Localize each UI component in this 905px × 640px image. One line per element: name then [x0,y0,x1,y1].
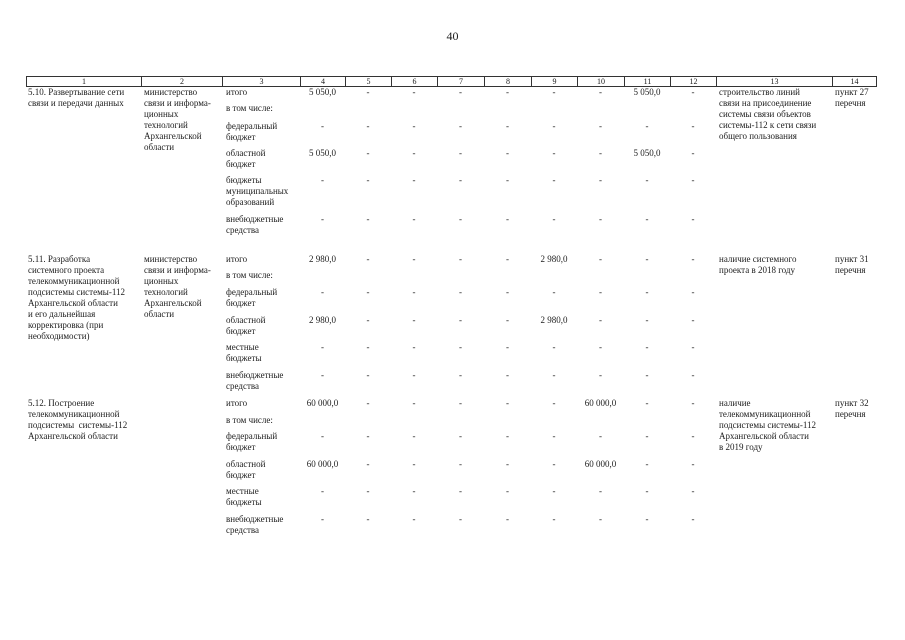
activity-line: корректировка (при [28,320,104,330]
funding-source-line: областной [226,459,266,469]
amount-cell: - [459,315,462,325]
executor-line: Архангельской [144,131,202,141]
table-row [0,486,905,507]
result-line: телекоммуникационной [719,409,811,419]
amount-cell: - [506,148,509,158]
reference-line: пункт 31 [835,254,869,264]
page-number: 40 [446,29,459,43]
amount-cell: - [599,431,602,441]
funding-source-cell [226,415,273,426]
result-cell [719,87,816,142]
amount-cell: - [552,121,556,131]
amount-cell: - [321,342,324,352]
amount-cell: 5 050,0 [633,87,661,97]
amount-cell: - [599,121,602,131]
amount-cell: - [599,254,602,264]
amount-cell: - [552,398,556,408]
activity-line: системного проекта [28,265,105,275]
amount-cell: 2 980,0 [540,254,568,264]
executor-line: области [144,309,175,319]
amount-cell: - [459,214,462,224]
amount-cell: - [645,287,649,297]
amount-cell: - [691,398,695,408]
amount-cell: - [691,214,695,224]
amount-cell: - [366,370,370,380]
amount-cell: - [366,214,370,224]
amount-cell: - [506,459,509,469]
activity-line: Архангельской области [28,431,118,441]
funding-source-cell [226,287,277,309]
executor-line: ционных [144,276,179,286]
amount-cell: 5 050,0 [633,148,661,158]
result-line: системы связи объектов [719,109,811,119]
amount-cell: - [321,486,324,496]
result-line: системы-112 к сети связи [719,120,817,130]
amount-cell: - [459,254,462,264]
table-row [0,148,905,169]
activity-line: телекоммуникационной [28,409,120,419]
amount-cell: - [599,87,602,97]
funding-source-line: внебюджетные [226,370,284,380]
header-cell: 13 [716,77,832,86]
amount-cell: - [599,370,602,380]
amount-cell: - [645,370,649,380]
amount-cell: - [459,121,462,131]
amount-cell: 2 980,0 [309,315,336,325]
amount-cell: - [506,370,509,380]
amount-cell: - [645,121,649,131]
funding-source-line: бюджет [226,132,256,142]
header-cell: 9 [531,77,577,86]
activity-line: необходимости) [28,331,90,341]
amount-cell: - [552,342,556,352]
amount-cell: - [552,514,556,524]
funding-source-line: местные [226,342,259,352]
amount-cell: - [366,315,370,325]
header-cell: 6 [391,77,437,86]
amount-cell: - [691,175,695,185]
funding-source-cell [226,121,277,143]
table-row [0,514,905,535]
amount-cell: - [552,459,556,469]
funding-source-cell [226,342,262,364]
header-cell: 5 [345,77,391,86]
amount-cell: - [412,254,416,264]
amount-cell: - [599,148,602,158]
amount-cell: - [645,486,649,496]
activity-line: телекоммуникационной [28,276,120,286]
funding-source-line: бюджет [226,298,256,308]
amount-cell: - [366,398,370,408]
reference-line: пункт 27 [835,87,869,97]
header-cell: 12 [670,77,716,86]
amount-cell: - [506,121,509,131]
amount-cell: - [506,315,509,325]
amount-cell: - [412,459,416,469]
funding-source-line: местные [226,486,259,496]
result-line: строительство линий [719,87,800,97]
funding-source-line: в том числе: [226,415,273,425]
amount-cell: - [691,87,695,97]
amount-cell: - [552,148,556,158]
executor-line: области [144,142,175,152]
amount-cell: - [412,486,416,496]
amount-cell: - [412,431,416,441]
result-line: наличие системного [719,254,797,264]
amount-cell: - [645,459,649,469]
activity-line: 5.12. Построение [28,398,95,408]
amount-cell: - [506,214,509,224]
executor-line: связи и информа- [144,98,211,108]
funding-source-line: областной [226,148,266,158]
amount-cell: - [506,287,509,297]
amount-cell: - [506,342,509,352]
funding-source-line: областной [226,315,266,325]
funding-source-line: средства [226,381,260,391]
executor-line: ционных [144,109,179,119]
funding-source-line: бюджет [226,442,256,452]
amount-cell: - [506,254,509,264]
amount-cell: - [691,254,695,264]
funding-source-line: в том числе: [226,103,273,113]
amount-cell: - [412,315,416,325]
amount-cell: - [412,342,416,352]
amount-cell: - [691,342,695,352]
header-cell: 11 [624,77,670,86]
amount-cell: - [459,342,462,352]
amount-cell: - [506,431,509,441]
amount-cell: - [412,121,416,131]
amount-cell: - [459,514,462,524]
reference-line: перечня [835,98,866,108]
amount-cell: 60 000,0 [306,459,339,469]
amount-cell: - [366,486,370,496]
amount-cell: 60 000,0 [584,398,617,408]
funding-source-line: бюджет [226,326,256,336]
amount-cell: - [691,431,695,441]
reference-line: перечня [835,265,866,275]
activity-line: 5.11. Разработка [28,254,91,264]
amount-cell: - [552,214,556,224]
amount-cell: - [599,514,602,524]
header-cell: 10 [577,77,624,86]
result-line: связи на присоединение [719,98,812,108]
funding-source-cell [226,214,283,236]
amount-cell: - [459,175,462,185]
table-section [0,398,905,543]
amount-cell: - [552,87,556,97]
amount-cell: - [645,175,649,185]
reference-line: перечня [835,409,866,419]
header-cell: 8 [484,77,531,86]
amount-cell: - [599,486,602,496]
result-cell [719,254,797,276]
amount-cell: - [552,370,556,380]
funding-source-line: итого [226,87,248,97]
amount-cell: - [321,514,324,524]
funding-source-cell [226,486,262,508]
funding-source-line: бюджеты [226,353,262,363]
funding-source-line: в том числе: [226,270,273,280]
amount-cell: - [459,287,462,297]
reference-line: пункт 32 [835,398,869,408]
amount-cell: - [321,214,324,224]
funding-source-line: средства [226,525,260,535]
result-cell [719,398,816,453]
funding-source-cell [226,370,283,392]
funding-source-cell [226,175,288,208]
funding-source-line: бюджет [226,159,256,169]
amount-cell: - [645,431,649,441]
funding-source-cell [226,514,283,536]
amount-cell: - [412,87,416,97]
funding-source-line: бюджеты [226,175,262,185]
amount-cell: - [366,514,370,524]
amount-cell: 60 000,0 [306,398,339,408]
table-header [26,76,877,87]
amount-cell: - [412,214,416,224]
amount-cell: - [645,315,649,325]
amount-cell: - [691,486,695,496]
amount-cell: - [366,459,370,469]
funding-source-cell [226,254,247,265]
amount-cell: - [366,175,370,185]
funding-source-line: итого [226,254,248,264]
amount-cell: - [552,486,556,496]
result-line: наличие [719,398,751,408]
amount-cell: 5 050,0 [309,148,336,158]
header-cell: 4 [300,77,345,86]
amount-cell: - [321,370,324,380]
funding-source-cell [226,398,247,409]
amount-cell: - [321,175,324,185]
funding-source-line: образований [226,197,275,207]
funding-source-line: бюджет [226,470,256,480]
amount-cell: - [321,287,324,297]
table-row [0,214,905,235]
amount-cell: - [366,121,370,131]
amount-cell: - [506,87,509,97]
amount-cell: - [645,514,649,524]
executor-line: министерство [144,254,198,264]
result-line: общего пользования [719,131,797,141]
funding-source-line: федеральный [226,431,278,441]
amount-cell: - [691,121,695,131]
result-line: проекта в 2018 году [719,265,795,275]
funding-source-cell [226,459,265,481]
amount-cell: - [645,214,649,224]
activity-line: Архангельской области [28,298,118,308]
amount-cell: - [366,342,370,352]
amount-cell: - [412,287,416,297]
amount-cell: - [645,398,649,408]
amount-cell: - [506,514,509,524]
executor-line: Архангельской [144,298,202,308]
amount-cell: - [412,175,416,185]
executor-line: министерство [144,87,198,97]
table-section [0,87,905,235]
amount-cell: - [552,175,556,185]
activity-line: 5.10. Развертывание сети [28,87,125,97]
executor-line: связи и информа- [144,265,211,275]
result-line: Архангельской области [719,431,809,441]
activity-line: подсистемы системы-112 [28,420,128,430]
funding-source-cell [226,431,277,453]
amount-cell: - [366,254,370,264]
amount-cell: - [366,148,370,158]
result-line: в 2019 году [719,442,763,452]
funding-source-line: внебюджетные [226,514,284,524]
amount-cell: - [506,175,509,185]
table-row [0,370,905,391]
funding-source-line: итого [226,398,248,408]
activity-line: подсистемы системы-112 [28,287,126,297]
funding-source-cell [226,148,265,170]
amount-cell: - [321,121,324,131]
activity-cell [28,254,125,342]
amount-cell: - [412,514,416,524]
funding-source-line: внебюджетные [226,214,284,224]
amount-cell: - [459,486,462,496]
amount-cell: - [691,370,695,380]
executor-line: технологий [144,287,188,297]
amount-cell: - [459,87,462,97]
reference-cell [835,87,869,109]
amount-cell: 2 980,0 [540,315,568,325]
funding-source-cell [226,87,247,98]
amount-cell: 2 980,0 [309,254,336,264]
amount-cell: - [599,342,602,352]
header-cell: 2 [141,77,222,86]
funding-source-line: муниципальных [226,186,289,196]
activity-line: связи и передачи данных [28,98,124,108]
amount-cell: - [459,398,462,408]
amount-cell: - [552,431,556,441]
amount-cell: - [691,148,695,158]
header-cell: 3 [222,77,300,86]
table-row [0,342,905,363]
amount-cell: - [691,514,695,524]
amount-cell: 60 000,0 [584,459,617,469]
amount-cell: - [506,486,509,496]
activity-line: и его дальнейшая [28,309,96,319]
header-cell: 7 [437,77,484,86]
amount-cell: - [412,148,416,158]
reference-cell [835,398,869,420]
amount-cell: - [691,287,695,297]
table-row [0,459,905,480]
funding-source-cell [226,103,273,114]
amount-cell: - [366,287,370,297]
amount-cell: - [691,459,695,469]
amount-cell: - [459,431,462,441]
amount-cell: - [599,214,602,224]
amount-cell: - [321,431,324,441]
funding-source-line: средства [226,225,260,235]
amount-cell: - [366,431,370,441]
amount-cell: - [552,287,556,297]
amount-cell: - [645,254,649,264]
amount-cell: - [645,342,649,352]
amount-cell: - [412,398,416,408]
header-cell: 1 [26,77,141,86]
funding-source-line: бюджеты [226,497,262,507]
amount-cell: - [599,287,602,297]
funding-source-line: федеральный [226,287,278,297]
amount-cell: - [459,148,462,158]
table-section [0,254,905,399]
funding-source-line: федеральный [226,121,278,131]
amount-cell: - [412,370,416,380]
executor-line: технологий [144,120,188,130]
reference-cell [835,254,869,276]
amount-cell: - [506,398,509,408]
amount-cell: - [599,175,602,185]
amount-cell: - [366,87,370,97]
result-line: подсистемы системы-112 [719,420,817,430]
amount-cell: 5 050,0 [309,87,336,97]
amount-cell: - [691,315,695,325]
funding-source-cell [226,315,265,337]
amount-cell: - [599,315,602,325]
amount-cell: - [459,370,462,380]
amount-cell: - [459,459,462,469]
header-cell: 14 [832,77,877,86]
funding-source-cell [226,270,273,281]
table-row [0,175,905,207]
